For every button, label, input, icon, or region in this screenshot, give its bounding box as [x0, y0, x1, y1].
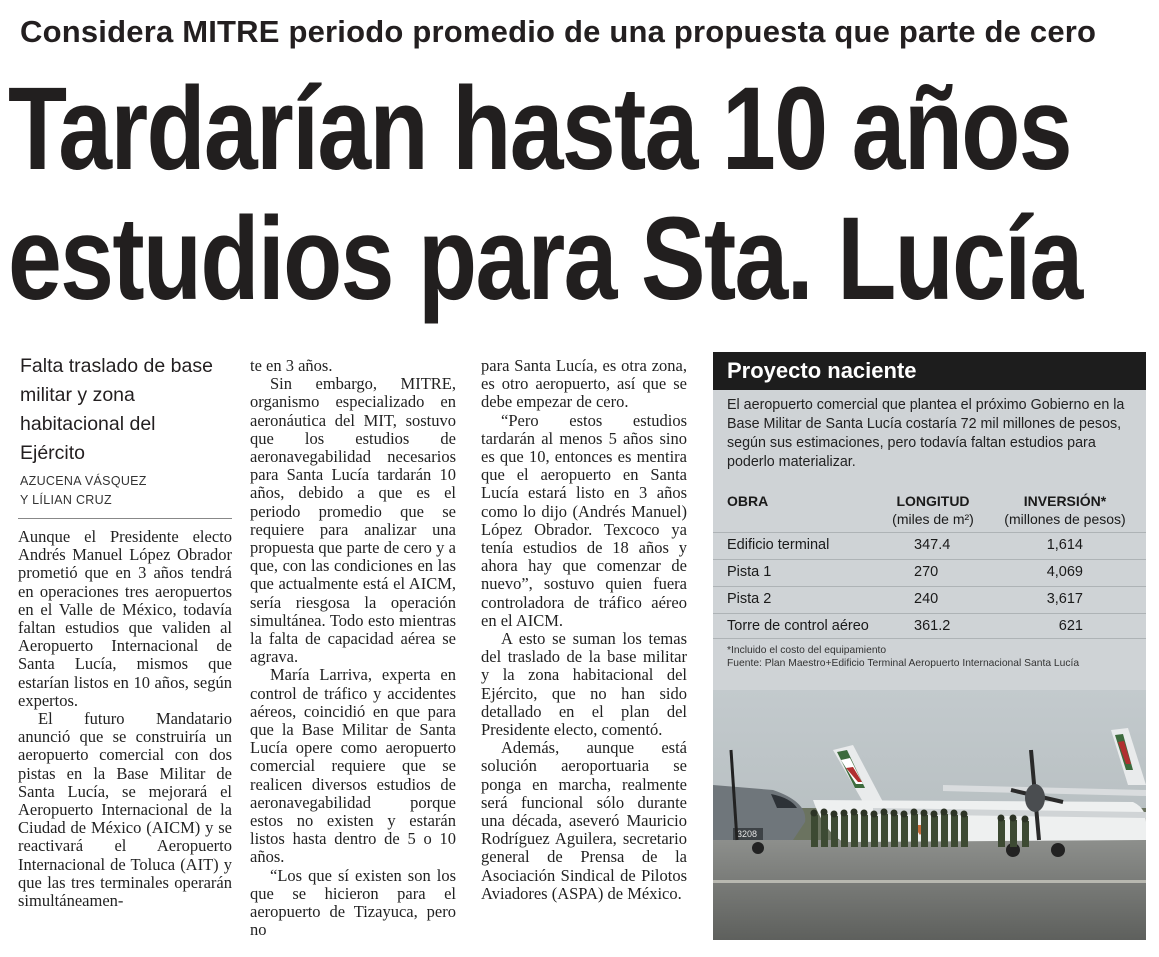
- table-cell-inversion: 621: [1058, 618, 1083, 634]
- table-source: Fuente: Plan Maestro+Edificio Terminal Aeropuerto Internacional Santa Lucía: [727, 658, 1080, 669]
- table-header-inversion-unit: (millones de pesos): [1004, 511, 1126, 527]
- paragraph: “Los que sí existen son los que se hicieron para el aeropuerto de Tizayuca, pero no: [250, 865, 456, 940]
- paragraph: Además, aunque está solución aeroportuaria se ponga en marcha, realmente será funcional sólo durante una década, aseveró Mauricio Rodríguez Aguilera, secretario general de Prensa de la Asociación Sindical de Pilotos Aviadores (ASPA) de México.: [481, 738, 687, 903]
- paragraph: “Pero estos estudios tardarán al menos 5 años sino es que 10, entonces es mentira que el aeropuerto en Santa Lucía estará listo en 3 años como lo dijo (Andrés Manuel) López Obrador. Texcoco ya tenía estudios de 18 años y ahora hay que comenzar de nuevo”, sostuvo quien fuera controladora de tráfico aéreo en el AICM.: [481, 410, 687, 630]
- paragraph: para Santa Lucía, es otra zona, es otro aeropuerto, así que se debe empezar de cero.: [481, 356, 687, 412]
- table-header-longitud-label: LONGITUD: [896, 493, 970, 509]
- table-header-inversion-label: INVERSIÓN*: [1023, 493, 1107, 509]
- aircraft-number: 3208: [737, 829, 758, 839]
- table-cell-longitud: 240: [914, 591, 939, 607]
- article-column-1: [18, 528, 232, 910]
- byline-author-2: Y LÍLIAN CRUZ: [20, 493, 112, 507]
- table-cell-inversion: 3,617: [1046, 591, 1083, 607]
- table-row: [713, 613, 1146, 639]
- sidebar-header: [713, 352, 1146, 390]
- sidebar-box: [713, 352, 1146, 940]
- table-cell-inversion: 4,069: [1046, 564, 1083, 580]
- table-cell-longitud: 361.2: [914, 618, 951, 634]
- deck: Falta traslado de base militar y zona habitacional del Ejército: [20, 355, 213, 464]
- article-column-2: [250, 357, 456, 940]
- table-cell-inversion: 1,614: [1046, 537, 1083, 553]
- table-cell-obra: Edificio terminal: [727, 537, 830, 553]
- sidebar-intro: El aeropuerto comercial que plantea el próximo Gobierno en la Base Militar de Santa Lucía costaría 72 mil millones de pesos, según sus estimaciones, pero todavía faltan estudios para poderlo materializar.: [727, 397, 1125, 470]
- aircraft-photo: [713, 690, 1146, 940]
- byline-author-1: AZUCENA VÁSQUEZ: [20, 474, 147, 488]
- table-cell-longitud: 270: [914, 564, 939, 580]
- aircraft-photo-image: [713, 690, 1146, 940]
- table-cell-longitud: 347.4: [914, 537, 951, 553]
- table-header-longitud: [883, 492, 983, 528]
- paragraph: te en 3 años.: [250, 356, 333, 375]
- headline-line-1: Tardarían hasta 10 años: [8, 63, 1071, 195]
- byline-rule: [18, 518, 232, 519]
- headline-line-2: estudios para Sta. Lucía: [8, 193, 1082, 325]
- table-row: [713, 559, 1146, 584]
- kicker: Considera MITRE periodo promedio de una propuesta que parte de cero: [20, 14, 1097, 49]
- article-column-3: [481, 357, 687, 903]
- table-header-longitud-unit: (miles de m²): [892, 511, 974, 527]
- table-cell-obra: Torre de control aéreo: [727, 618, 869, 634]
- table-row: [713, 586, 1146, 611]
- table-cell-obra: Pista 2: [727, 591, 772, 607]
- table-row: [713, 532, 1146, 557]
- table-footnote: *Incluido el costo del equipamiento: [727, 645, 887, 656]
- table-cell-obra: Pista 1: [727, 564, 772, 580]
- paragraph: Sin embargo, MITRE, organismo especializado en aeronáutica del MIT, sostuvo que los estudios de aeronavegabilidad necesarios para Santa Lucía tardarán 10 años, debido a que es el periodo promedio que se requiere para analizar una propuesta que parte de cero y a que, con las condiciones en las que actualmente está el AICM, sería riesgosa la operación simultánea. Todo esto mientras la falta de capacidad aérea se agrava.: [250, 374, 456, 667]
- paragraph: Aunque el Presidente electo Andrés Manuel López Obrador prometió que en 3 años tendrá en operaciones tres aeropuertos en el Valle de México, todavía faltan estudios que validen al Aeropuerto Internacional de Santa Lucía, mismos que estarían listos en 10 años, según expertos.: [18, 527, 232, 710]
- paragraph: A esto se suman los temas del traslado de la base militar y la zona habitacional del Ejército, que no han sido detallado en el plan del Presidente electo, comentó.: [481, 629, 687, 740]
- sidebar-title: Proyecto naciente: [727, 358, 917, 383]
- table-header-obra: OBRA: [727, 493, 769, 509]
- paragraph: El futuro Mandatario anunció que se construiría un aeropuerto comercial con dos pistas en la Base Militar de Santa Lucía, se mejorará el Aeropuerto Internacional de la Ciudad de México (AICM) y se reactivará el Aeropuerto Internacional de Toluca (AIT) y que las tres terminales operarán simultáneamen-: [18, 709, 232, 911]
- table-header-inversion: [995, 492, 1135, 528]
- byline: [20, 472, 230, 510]
- paragraph: María Larriva, experta en control de tráfico y accidentes aéreos, coincidió en que para que la Base Militar de Santa Lucía opere como aeropuerto comercial requiere que se realicen diversos estudios de aeronavegabilidad porque estos no existen y estarán listos hasta dentro de 5 o 10 años.: [250, 665, 456, 867]
